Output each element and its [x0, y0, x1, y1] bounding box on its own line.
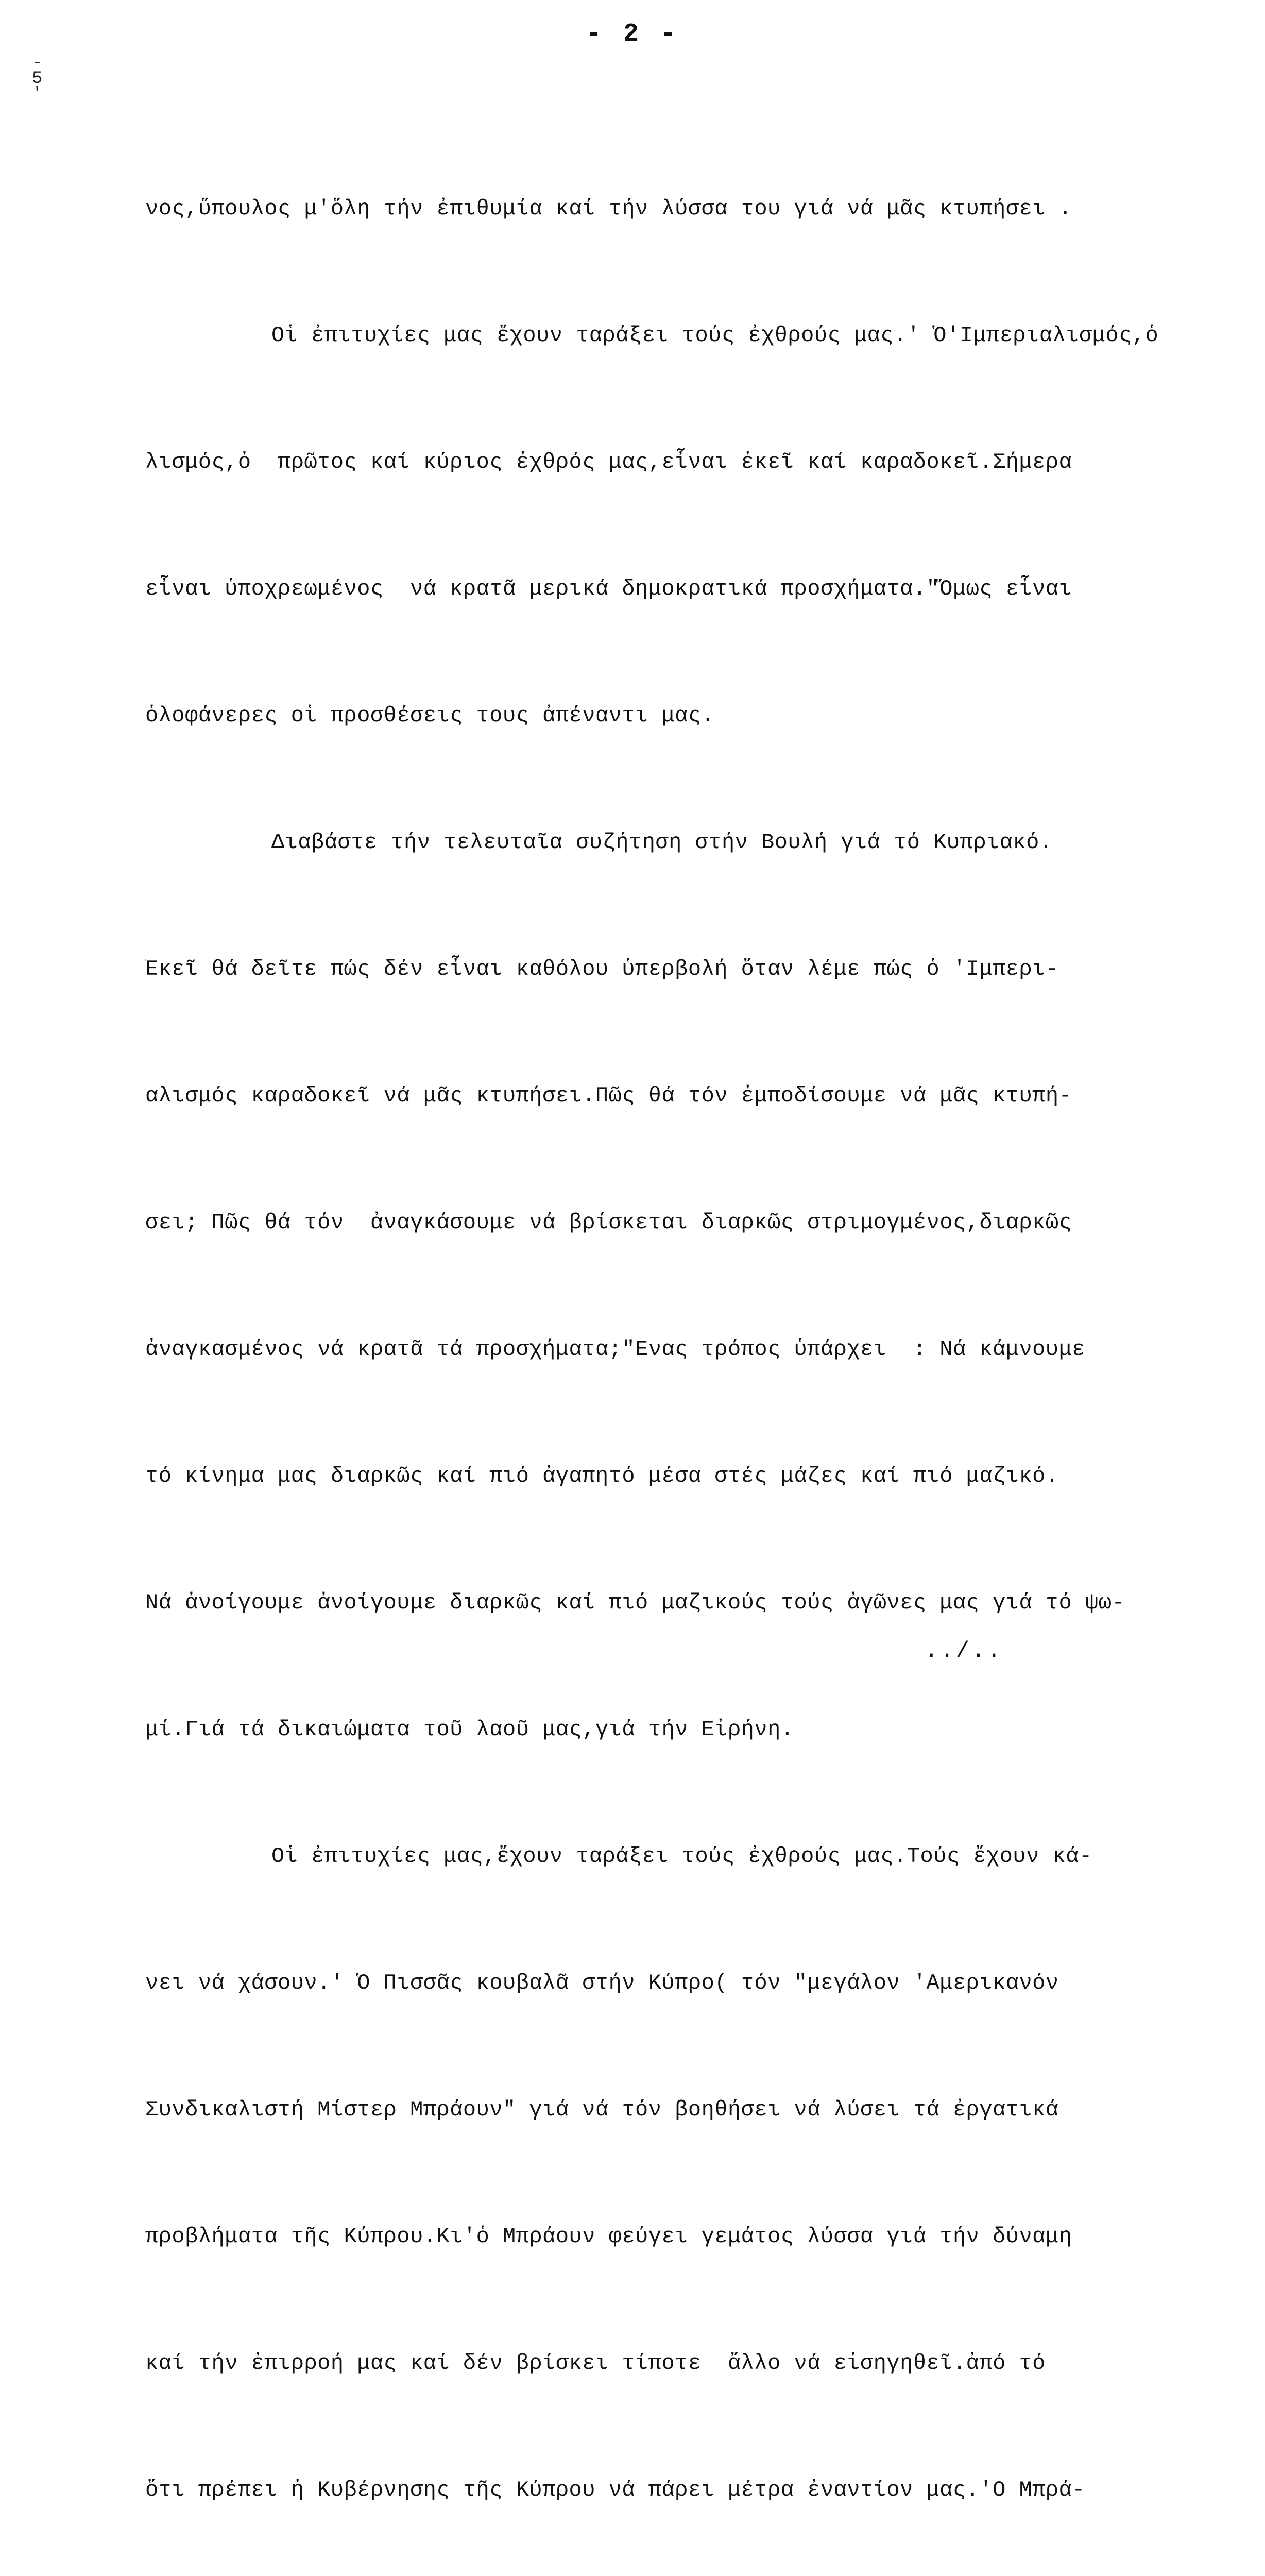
text-line: σει; Πῶς θά τόν ἀναγκάσουμε νά βρίσκεται διαρκῶς στριμογμένος,διαρκῶς [145, 1210, 1072, 1235]
text-line: Συνδικαλιστή Μίστερ Μπράουν" γιά νά τόν βοηθήσει νά λύσει τά ἐργατικά [145, 2097, 1059, 2122]
text-line: ὅτι πρέπει ἡ Κυβέρνησης τῆς Κύπρου νά πάρει μέτρα ἐναντίον μας.'Ο Μπρά- [145, 2478, 1085, 2502]
text-line: νει νά χάσουν.' Ὁ Πισσᾶς κουβαλᾶ στήν Κύπρο( τόν "μεγάλον 'Αμερικανόν [145, 1971, 1059, 1995]
text-line: Ἐκεῖ θά δεῖτε πώς δέν εἶναι καθόλου ὑπερβολή ὅταν λέμε πώς ὁ 'Ιμπερι- [145, 957, 1059, 981]
text-line: Οἱ ἐπιτυχίες μας ἔχουν ταράξει τούς ἐχθρούς μας.' Ὁ'Ιμπεριαλισμός,ὁ [271, 323, 1159, 348]
continuation-mark: ../.. [925, 1638, 1003, 1664]
text-line: μί.Γιά τά δικαιώματα τοῦ λαοῦ μας,γιά τήν Εἰρήνη. [145, 1717, 794, 1742]
text-line: Διαβάστε τήν τελευταῖα συζήτηση στήν Βουλή γιά τό Κυπριακό. [271, 830, 1053, 855]
text-line: Οἱ ἐπιτυχίες μας,ἔχουν ταράξει τούς ἐχθρούς μας.Τούς ἔχουν κά- [271, 1844, 1092, 1869]
text-line: Νά ἀνοίγουμε ἀνοίγουμε διαρκῶς καί πιό μαζικούς τούς ἀγῶνες μας γιά τό ψω- [145, 1590, 1125, 1615]
text-line: νος,ὕπουλος μ'ὅλη τήν ἐπιθυμία καί τήν λύσσα του γιά νά μᾶς κτυπήσει . [145, 196, 1072, 221]
margin-handwritten-mark: - 5 ' [32, 54, 43, 104]
text-line: καί τήν ἐπιρροή μας καί δέν βρίσκει τίποτε ἄλλο νά εἰσηγηθεῖ.ἀπό τό [145, 2351, 1046, 2376]
text-line: εἶναι ὑποχρεωμένος νά κρατᾶ μερικά δημοκρατικά προσχήματα."Ὅμως εἶναι [145, 577, 1072, 601]
text-line: προβλήματα τῆς Κύπρου.Κι'ὁ Μπράουν φεύγει γεμάτος λύσσα γιά τήν δύναμη [145, 2224, 1072, 2249]
page-number: - 2 - [586, 20, 679, 49]
typewritten-text-body [145, 103, 1217, 2576]
text-line: λισμός,ὁ πρῶτος καί κύριος ἐχθρός μας,εἶναι ἐκεῖ καί καραδοκεῖ.Σήμερα [145, 450, 1072, 474]
text-line: ἀναγκασμένος νά κρατᾶ τά προσχήματα;"Ενας τρόπος ὑπάρχει : Νά κάμνουμε [145, 1337, 1085, 1362]
text-line: τό κίνημα μας διαρκῶς καί πιό ἀγαπητό μέσα στές μάζες καί πιό μαζικό. [145, 1464, 1059, 1488]
text-line: αλισμός καραδοκεῖ νά μᾶς κτυπήσει.Πῶς θά τόν ἐμποδίσουμε νά μᾶς κτυπή- [145, 1083, 1072, 1108]
text-line: ὁλοφάνερες οἱ προσθέσεις τους ἀπέναντι μας. [145, 703, 715, 728]
